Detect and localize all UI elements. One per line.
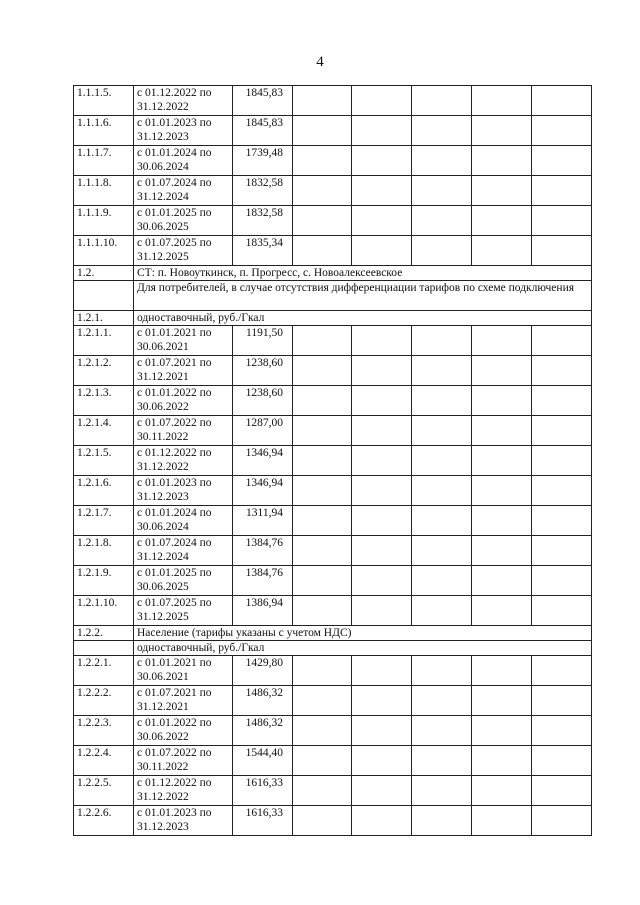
empty-cell (412, 206, 472, 236)
empty-cell (532, 206, 592, 236)
section-row (74, 311, 592, 326)
row-code: 1.2.1.10. (74, 596, 134, 626)
empty-cell (293, 236, 352, 266)
section-title: одноставочный, руб./Гкал (134, 641, 592, 656)
row-period: с 01.07.2022 по 30.11.2022 (134, 746, 233, 776)
tariff-table (73, 85, 592, 836)
empty-cell (352, 806, 412, 836)
empty-cell (352, 386, 412, 416)
empty-cell (472, 596, 532, 626)
empty-cell (293, 176, 352, 206)
table-row (74, 566, 592, 596)
row-code: 1.2.1.7. (74, 506, 134, 536)
empty-cell (352, 446, 412, 476)
empty-cell (532, 566, 592, 596)
row-tariff-value: 1832,58 (233, 176, 293, 206)
empty-cell (532, 656, 592, 686)
empty-cell (532, 776, 592, 806)
empty-cell (293, 206, 352, 236)
row-tariff-value: 1832,58 (233, 206, 293, 236)
row-period: с 01.01.2022 по 30.06.2022 (134, 386, 233, 416)
empty-cell (352, 656, 412, 686)
empty-cell (472, 476, 532, 506)
section-code (74, 281, 134, 311)
row-tariff-value: 1616,33 (233, 806, 293, 836)
empty-cell (293, 536, 352, 566)
empty-cell (293, 86, 352, 116)
row-code: 1.2.1.3. (74, 386, 134, 416)
row-tariff-value: 1486,32 (233, 716, 293, 746)
row-period: с 01.01.2023 по 31.12.2023 (134, 116, 233, 146)
empty-cell (352, 326, 412, 356)
empty-cell (293, 116, 352, 146)
empty-cell (293, 656, 352, 686)
row-period: с 01.07.2025 по 31.12.2025 (134, 596, 233, 626)
empty-cell (532, 86, 592, 116)
empty-cell (532, 746, 592, 776)
section-code (74, 641, 134, 656)
row-period: с 01.07.2021 по 31.12.2021 (134, 686, 233, 716)
empty-cell (472, 206, 532, 236)
table-row (74, 326, 592, 356)
empty-cell (532, 416, 592, 446)
empty-cell (532, 176, 592, 206)
empty-cell (532, 716, 592, 746)
section-code: 1.2.2. (74, 626, 134, 641)
row-code: 1.1.1.8. (74, 176, 134, 206)
row-period: с 01.12.2022 по 31.12.2022 (134, 446, 233, 476)
row-tariff-value: 1429,80 (233, 656, 293, 686)
empty-cell (472, 566, 532, 596)
empty-cell (472, 416, 532, 446)
row-period: с 01.07.2025 по 31.12.2025 (134, 236, 233, 266)
section-row (74, 641, 592, 656)
empty-cell (472, 176, 532, 206)
empty-cell (472, 236, 532, 266)
row-code: 1.2.1.2. (74, 356, 134, 386)
empty-cell (472, 506, 532, 536)
row-period: с 01.01.2022 по 30.06.2022 (134, 716, 233, 746)
table-row (74, 686, 592, 716)
empty-cell (293, 506, 352, 536)
row-tariff-value: 1845,83 (233, 116, 293, 146)
empty-cell (293, 686, 352, 716)
empty-cell (412, 476, 472, 506)
table-row (74, 86, 592, 116)
empty-cell (352, 596, 412, 626)
table-row (74, 476, 592, 506)
row-tariff-value: 1739,48 (233, 146, 293, 176)
row-code: 1.1.1.6. (74, 116, 134, 146)
empty-cell (293, 326, 352, 356)
empty-cell (293, 776, 352, 806)
section-title: одноставочный, руб./Гкал (134, 311, 592, 326)
empty-cell (352, 566, 412, 596)
empty-cell (472, 116, 532, 146)
empty-cell (412, 746, 472, 776)
row-period: с 01.01.2024 по 30.06.2024 (134, 146, 233, 176)
empty-cell (293, 356, 352, 386)
table-row (74, 386, 592, 416)
table-row (74, 416, 592, 446)
table-row (74, 146, 592, 176)
row-period: с 01.12.2022 по 31.12.2022 (134, 776, 233, 806)
empty-cell (532, 356, 592, 386)
row-code: 1.2.2.2. (74, 686, 134, 716)
empty-cell (352, 416, 412, 446)
table-row (74, 656, 592, 686)
empty-cell (352, 116, 412, 146)
empty-cell (472, 656, 532, 686)
table-row (74, 446, 592, 476)
row-code: 1.1.1.9. (74, 206, 134, 236)
empty-cell (412, 176, 472, 206)
table-row (74, 806, 592, 836)
row-code: 1.2.1.9. (74, 566, 134, 596)
empty-cell (412, 656, 472, 686)
row-code: 1.1.1.7. (74, 146, 134, 176)
table-row (74, 536, 592, 566)
section-title: СТ: п. Новоуткинск, п. Прогресс, с. Новоалексеевское (134, 266, 592, 281)
row-tariff-value: 1384,76 (233, 536, 293, 566)
empty-cell (532, 596, 592, 626)
empty-cell (352, 356, 412, 386)
empty-cell (293, 806, 352, 836)
table-row (74, 746, 592, 776)
row-period: с 01.01.2021 по 30.06.2021 (134, 656, 233, 686)
empty-cell (472, 716, 532, 746)
empty-cell (472, 536, 532, 566)
row-period: с 01.01.2023 по 31.12.2023 (134, 806, 233, 836)
empty-cell (472, 446, 532, 476)
empty-cell (352, 716, 412, 746)
empty-cell (352, 776, 412, 806)
empty-cell (532, 446, 592, 476)
empty-cell (532, 326, 592, 356)
empty-cell (472, 326, 532, 356)
section-title: Для потребителей, в случае отсутствия дифференциации тарифов по схеме подключения (134, 281, 592, 311)
empty-cell (412, 776, 472, 806)
empty-cell (352, 536, 412, 566)
table-body (74, 86, 592, 836)
row-code: 1.2.1.8. (74, 536, 134, 566)
empty-cell (472, 806, 532, 836)
row-tariff-value: 1835,34 (233, 236, 293, 266)
row-period: с 01.01.2024 по 30.06.2024 (134, 506, 233, 536)
empty-cell (532, 806, 592, 836)
section-code: 1.2. (74, 266, 134, 281)
empty-cell (293, 386, 352, 416)
empty-cell (472, 686, 532, 716)
row-tariff-value: 1384,76 (233, 566, 293, 596)
row-code: 1.2.1.1. (74, 326, 134, 356)
row-period: с 01.07.2022 по 30.11.2022 (134, 416, 233, 446)
table-row (74, 356, 592, 386)
row-period: с 01.01.2025 по 30.06.2025 (134, 566, 233, 596)
empty-cell (412, 686, 472, 716)
empty-cell (352, 236, 412, 266)
row-tariff-value: 1386,94 (233, 596, 293, 626)
empty-cell (412, 806, 472, 836)
row-tariff-value: 1238,60 (233, 356, 293, 386)
empty-cell (472, 746, 532, 776)
empty-cell (412, 446, 472, 476)
empty-cell (472, 86, 532, 116)
empty-cell (293, 476, 352, 506)
table-row (74, 506, 592, 536)
empty-cell (412, 716, 472, 746)
section-title: Население (тарифы указаны с учетом НДС) (134, 626, 592, 641)
row-tariff-value: 1346,94 (233, 476, 293, 506)
empty-cell (352, 206, 412, 236)
empty-cell (352, 746, 412, 776)
empty-cell (293, 416, 352, 446)
section-row (74, 626, 592, 641)
empty-cell (352, 476, 412, 506)
table-row (74, 716, 592, 746)
empty-cell (293, 746, 352, 776)
table-row (74, 776, 592, 806)
empty-cell (352, 176, 412, 206)
row-tariff-value: 1544,40 (233, 746, 293, 776)
empty-cell (412, 596, 472, 626)
empty-cell (532, 146, 592, 176)
empty-cell (412, 146, 472, 176)
table-row (74, 176, 592, 206)
row-tariff-value: 1191,50 (233, 326, 293, 356)
empty-cell (532, 536, 592, 566)
empty-cell (412, 86, 472, 116)
row-tariff-value: 1346,94 (233, 446, 293, 476)
row-period: с 01.01.2025 по 30.06.2025 (134, 206, 233, 236)
empty-cell (412, 536, 472, 566)
row-period: с 01.07.2024 по 31.12.2024 (134, 176, 233, 206)
empty-cell (352, 86, 412, 116)
row-code: 1.2.1.6. (74, 476, 134, 506)
empty-cell (472, 146, 532, 176)
row-code: 1.2.2.1. (74, 656, 134, 686)
empty-cell (352, 146, 412, 176)
empty-cell (412, 566, 472, 596)
empty-cell (412, 416, 472, 446)
row-code: 1.1.1.5. (74, 86, 134, 116)
empty-cell (532, 236, 592, 266)
row-tariff-value: 1486,32 (233, 686, 293, 716)
empty-cell (532, 116, 592, 146)
row-tariff-value: 1238,60 (233, 386, 293, 416)
row-code: 1.1.1.10. (74, 236, 134, 266)
table-row (74, 596, 592, 626)
row-period: с 01.01.2021 по 30.06.2021 (134, 326, 233, 356)
table-row (74, 236, 592, 266)
row-tariff-value: 1845,83 (233, 86, 293, 116)
empty-cell (412, 236, 472, 266)
empty-cell (472, 356, 532, 386)
row-tariff-value: 1311,94 (233, 506, 293, 536)
row-code: 1.2.1.4. (74, 416, 134, 446)
row-code: 1.2.2.3. (74, 716, 134, 746)
section-code: 1.2.1. (74, 311, 134, 326)
empty-cell (412, 326, 472, 356)
empty-cell (472, 386, 532, 416)
section-row (74, 281, 592, 311)
empty-cell (293, 446, 352, 476)
row-code: 1.2.2.6. (74, 806, 134, 836)
page-number: 4 (316, 54, 324, 70)
empty-cell (532, 386, 592, 416)
empty-cell (293, 716, 352, 746)
empty-cell (293, 146, 352, 176)
section-row (74, 266, 592, 281)
empty-cell (412, 386, 472, 416)
table-row (74, 116, 592, 146)
empty-cell (532, 506, 592, 536)
empty-cell (293, 596, 352, 626)
empty-cell (532, 476, 592, 506)
table-row (74, 206, 592, 236)
empty-cell (293, 566, 352, 596)
row-period: с 01.01.2023 по 31.12.2023 (134, 476, 233, 506)
empty-cell (412, 506, 472, 536)
row-code: 1.2.2.4. (74, 746, 134, 776)
row-period: с 01.07.2024 по 31.12.2024 (134, 536, 233, 566)
row-period: с 01.07.2021 по 31.12.2021 (134, 356, 233, 386)
empty-cell (532, 686, 592, 716)
empty-cell (352, 686, 412, 716)
row-tariff-value: 1616,33 (233, 776, 293, 806)
empty-cell (412, 116, 472, 146)
row-code: 1.2.1.5. (74, 446, 134, 476)
empty-cell (352, 506, 412, 536)
row-period: с 01.12.2022 по 31.12.2022 (134, 86, 233, 116)
empty-cell (412, 356, 472, 386)
row-tariff-value: 1287,00 (233, 416, 293, 446)
row-code: 1.2.2.5. (74, 776, 134, 806)
empty-cell (472, 776, 532, 806)
